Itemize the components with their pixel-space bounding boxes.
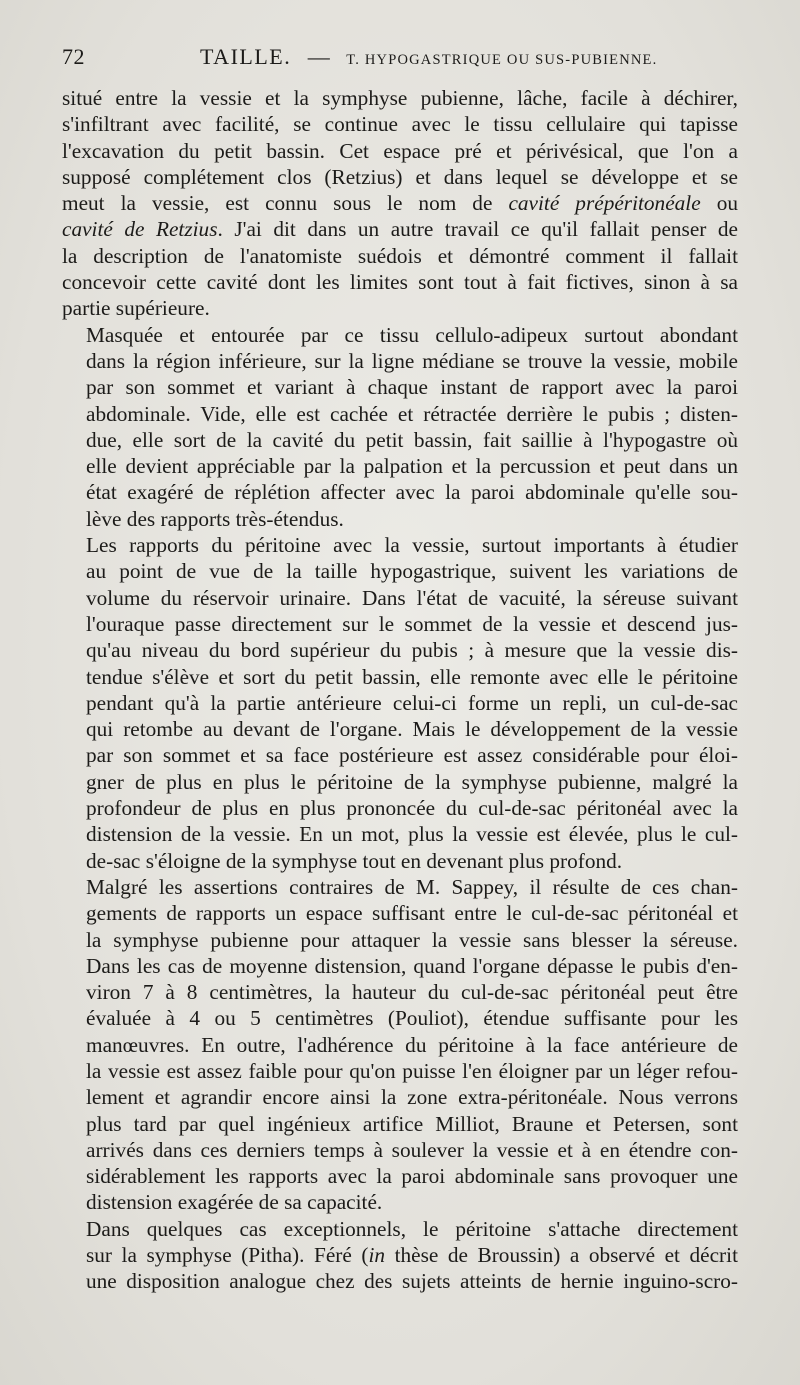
text-line: une disposition analogue chez des sujets atteints de hernie inguino-scro- — [86, 1269, 738, 1294]
text-line: gements de rapports un espace suffisant entre le cul-de-sac péritonéal et — [86, 901, 738, 926]
running-head — [200, 44, 657, 70]
text-line: cavité de Retzius. J'ai dit dans un autre travail ce qu'il fallait penser de — [62, 217, 738, 242]
italic-term: in — [368, 1243, 386, 1268]
text-line: arrivés dans ces derniers temps à soulever la vessie et à en étendre con- — [86, 1137, 738, 1162]
text-line: elle devient appréciable par la palpation et la percussion et peut dans un — [86, 454, 738, 479]
running-head-subtitle: T. HYPOGASTRIQUE OU SUS-PUBIENNE. — [346, 52, 658, 68]
text-line: Dans les cas de moyenne distension, quand l'organe dépasse le pubis d'en- — [86, 953, 738, 978]
text-line: tendue s'élève et sort du petit bassin, elle remonte avec elle le péritoine — [86, 664, 738, 689]
text-line: abdominale. Vide, elle est cachée et rétractée derrière le pubis ; disten- — [86, 401, 738, 426]
text-line: gner de plus en plus le péritoine de la symphyse pubienne, malgré la — [86, 769, 738, 794]
text-line: lement et agrandir encore ainsi la zone extra-péritonéale. Nous verrons — [86, 1085, 738, 1110]
text-line: lève des rapports très-étendus. — [86, 506, 344, 531]
text-line: profondeur de plus en plus prononcée du cul-de-sac péritonéal avec la — [86, 796, 738, 821]
text-line: Malgré les assertions contraires de M. Sappey, il résulte de ces chan- — [86, 874, 738, 899]
text-line: partie supérieure. — [62, 296, 210, 321]
text-line: la symphyse pubienne pour attaquer la vessie sans blesser la séreuse. — [86, 927, 738, 952]
text-line: Dans quelques cas exceptionnels, le péritoine s'attache directement — [86, 1216, 738, 1241]
paragraph-4 — [62, 874, 738, 1216]
text-line: pendant qu'à la partie antérieure celui-ci forme un repli, un cul-de-sac — [86, 690, 738, 715]
italic-term: cavité de Retzius — [62, 217, 218, 242]
page-header — [62, 44, 742, 78]
paragraph-5 — [62, 1216, 738, 1295]
paragraph-3 — [62, 532, 738, 874]
text-line: s'infiltrant avec facilité, se continue avec le tissu cellulaire qui tapisse — [62, 112, 738, 137]
text-line: l'excavation du petit bassin. Cet espace pré et périvésical, que l'on a — [62, 138, 738, 163]
paragraph-1 — [62, 85, 738, 322]
italic-term: cavité prépéritonéale — [508, 191, 701, 216]
text-line: distension exagérée de sa capacité. — [86, 1190, 383, 1215]
text-line: au point de vue de la taille hypogastrique, suivent les variations de — [86, 559, 738, 584]
text-line: de-sac s'éloigne de la symphyse tout en devenant plus profond. — [86, 848, 623, 873]
text-line: qui retombe au devant de l'organe. Mais le développement de la vessie — [86, 717, 738, 742]
text-line: par son sommet et sa face postérieure est assez considérable pour éloi- — [86, 743, 738, 768]
body-text — [62, 85, 738, 1295]
page-number: 72 — [62, 44, 85, 69]
text-line: sidérablement les rapports avec la paroi abdominale sans provoquer une — [86, 1164, 738, 1189]
paragraph-2 — [62, 322, 738, 532]
text-line: viron 7 à 8 centimètres, la hauteur du cul-de-sac péritonéal peut être — [86, 980, 738, 1005]
text-line: supposé complétement clos (Retzius) et dans lequel se développe et se — [62, 164, 738, 189]
text-line: due, elle sort de la cavité du petit bassin, fait saillie à l'hypogastre où — [86, 427, 738, 452]
text-line: Les rapports du péritoine avec la vessie, surtout importants à étudier — [86, 533, 738, 558]
text-line: concevoir cette cavité dont les limites sont tout à fait fictives, sinon à sa — [62, 270, 738, 295]
running-head-separator: — — [307, 44, 330, 69]
text-line: par son sommet et variant à chaque instant de rapport avec la paroi — [86, 375, 738, 400]
text-line: la description de l'anatomiste suédois et démontré comment il fallait — [62, 243, 738, 268]
text-line: la vessie est assez faible pour qu'on puisse l'en éloigner par un léger refou- — [86, 1058, 738, 1083]
text-line: plus tard par quel ingénieux artifice Milliot, Braune et Petersen, sont — [86, 1111, 738, 1136]
text-line: Masquée et entourée par ce tissu cellulo-adipeux surtout abondant — [86, 322, 738, 347]
text-line: situé entre la vessie et la symphyse pubienne, lâche, facile à déchirer, — [62, 86, 738, 110]
text-line: volume du réservoir urinaire. Dans l'état de vacuité, la séreuse suivant — [86, 585, 738, 610]
text-line: qu'au niveau du bord supérieur du pubis ; à mesure que la vessie dis- — [86, 638, 738, 663]
text-line: dans la région inférieure, sur la ligne médiane se trouve la vessie, mobile — [86, 348, 738, 373]
running-head-title: TAILLE. — [200, 44, 292, 69]
text-line: l'ouraque passe directement sur le sommet de la vessie et descend jus- — [86, 611, 738, 636]
text-line: sur la symphyse (Pitha). Féré (in thèse de Broussin) a observé et décrit — [86, 1243, 738, 1268]
text-line: état exagéré de réplétion affecter avec la paroi abdominale qu'elle sou- — [86, 480, 738, 505]
text-line: meut la vessie, est connu sous le nom de cavité prépéritonéale ou — [62, 191, 739, 216]
text-line: manœuvres. En outre, l'adhérence du péritoine à la face antérieure de — [86, 1032, 738, 1057]
text-line: distension de la vessie. En un mot, plus la vessie est élevée, plus le cul- — [86, 822, 738, 847]
text-line: évaluée à 4 ou 5 centimètres (Pouliot), étendue suffisante pour les — [86, 1006, 738, 1031]
